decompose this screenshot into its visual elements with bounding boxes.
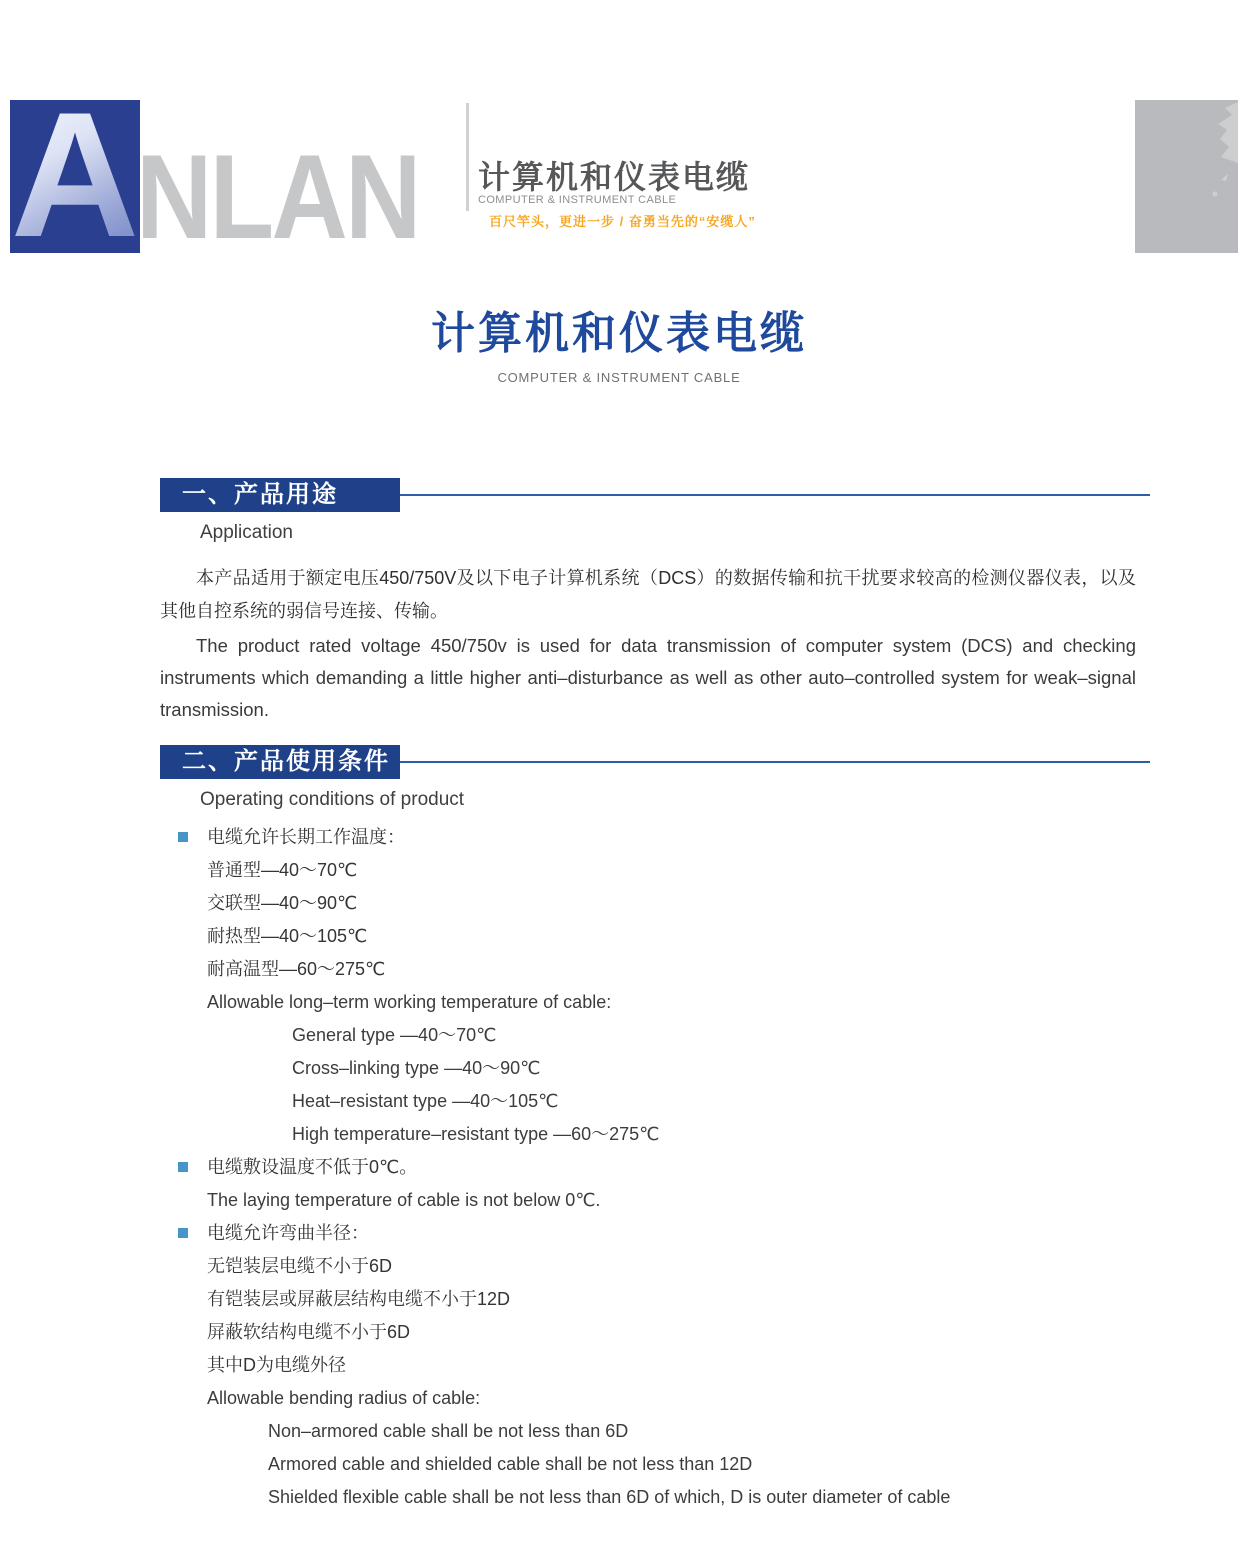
- temp-line-crosslink-cn: 交联型—40～90℃: [207, 893, 358, 913]
- leaf-icon: [1135, 100, 1238, 253]
- logo-wordmark: NLAN: [136, 130, 419, 264]
- operating-conditions-label: Operating conditions of product: [200, 789, 465, 810]
- section-1-heading: 一、产品用途: [160, 478, 400, 512]
- page-title-cn: 计算机和仪表电缆: [431, 309, 807, 358]
- logo-mark: [10, 100, 140, 253]
- temp-line-heat-en: Heat–resistant type —40～105℃: [292, 1091, 559, 1111]
- page-title-block: [0, 297, 1238, 385]
- section-2-heading: 二、产品使用条件: [160, 745, 400, 779]
- laying-temperature-cn: 电缆敷设温度不低于0℃。: [207, 1157, 418, 1177]
- temp-line-general-en: General type —40～70℃: [292, 1025, 497, 1045]
- bending-radius-title-cn: 电缆允许弯曲半径：: [207, 1223, 369, 1243]
- header-product-title-cn: 计算机和仪表电缆: [478, 159, 751, 195]
- application-paragraph-en: The product rated voltage 450/750v is used for data transmission of computer system (DCS) and checking instruments which demanding a little higher anti–disturbance as well as other auto–controlled system for weak–signal transmission.: [160, 635, 1136, 720]
- corner-photo: [1135, 100, 1238, 253]
- bend-line-armored-cn: 有铠装层或屏蔽层结构电缆不小于12D: [207, 1289, 511, 1309]
- bending-radius-title-en: Allowable bending radius of cable:: [207, 1388, 481, 1408]
- laying-temperature-en: The laying temperature of cable is not below 0℃.: [207, 1190, 601, 1210]
- section-2-rule: [400, 761, 1150, 763]
- temp-line-heat-cn: 耐热型—40～105℃: [207, 926, 368, 946]
- page-title-en: COMPUTER & INSTRUMENT CABLE: [497, 370, 741, 385]
- brand-divider: [466, 103, 469, 211]
- document-body: [160, 478, 1150, 1514]
- list-item-laying-temperature: [160, 1151, 1150, 1184]
- temp-line-hightemp-en: High temperature–resistant type —60～275℃: [292, 1124, 660, 1144]
- conditions-list: [160, 821, 1150, 1514]
- list-item-bending-radius: [160, 1217, 1150, 1250]
- section-2-header: [160, 745, 1150, 779]
- bend-line-diameter-cn: 其中D为电缆外径: [207, 1355, 346, 1375]
- section-1-header: [160, 478, 1150, 512]
- working-temperature-title-cn: 电缆允许长期工作温度：: [207, 827, 405, 847]
- brand-slogan: 百尺竿头，更进一步 / 奋勇当先的“安缆人”: [489, 214, 756, 229]
- bend-line-nonarmored-cn: 无铠装层电缆不小于6D: [207, 1256, 393, 1276]
- list-item-working-temperature: [160, 821, 1150, 854]
- application-label: Application: [200, 522, 293, 543]
- bend-line-armored-en: Armored cable and shielded cable shall be not less than 12D: [268, 1454, 753, 1474]
- bend-line-shielded-en: Shielded flexible cable shall be not less than 6D of which, D is outer diameter of cable: [268, 1487, 951, 1507]
- bullet-square-icon: [178, 1162, 188, 1172]
- temp-line-crosslink-en: Cross–linking type —40～90℃: [292, 1058, 541, 1078]
- application-paragraph-cn: 本产品适用于额定电压450/750V及以下电子计算机系统（DCS）的数据传输和抗干扰要求较高的检测仪器仪表，以及其他自控系统的弱信号连接、传输。: [160, 568, 1136, 621]
- bullet-square-icon: [178, 832, 188, 842]
- logo-letter-a: A: [10, 100, 140, 253]
- temp-line-hightemp-cn: 耐高温型—60～275℃: [207, 959, 386, 979]
- working-temperature-title-en: Allowable long–term working temperature of cable:: [207, 992, 612, 1012]
- header-product-title-en: COMPUTER & INSTRUMENT CABLE: [478, 194, 677, 206]
- bend-line-nonarmored-en: Non–armored cable shall be not less than 6D: [268, 1421, 629, 1441]
- bend-line-shielded-cn: 屏蔽软结构电缆不小于6D: [207, 1322, 411, 1342]
- section-1-rule: [400, 494, 1150, 496]
- bullet-square-icon: [178, 1228, 188, 1238]
- temp-line-general-cn: 普通型—40～70℃: [207, 860, 358, 880]
